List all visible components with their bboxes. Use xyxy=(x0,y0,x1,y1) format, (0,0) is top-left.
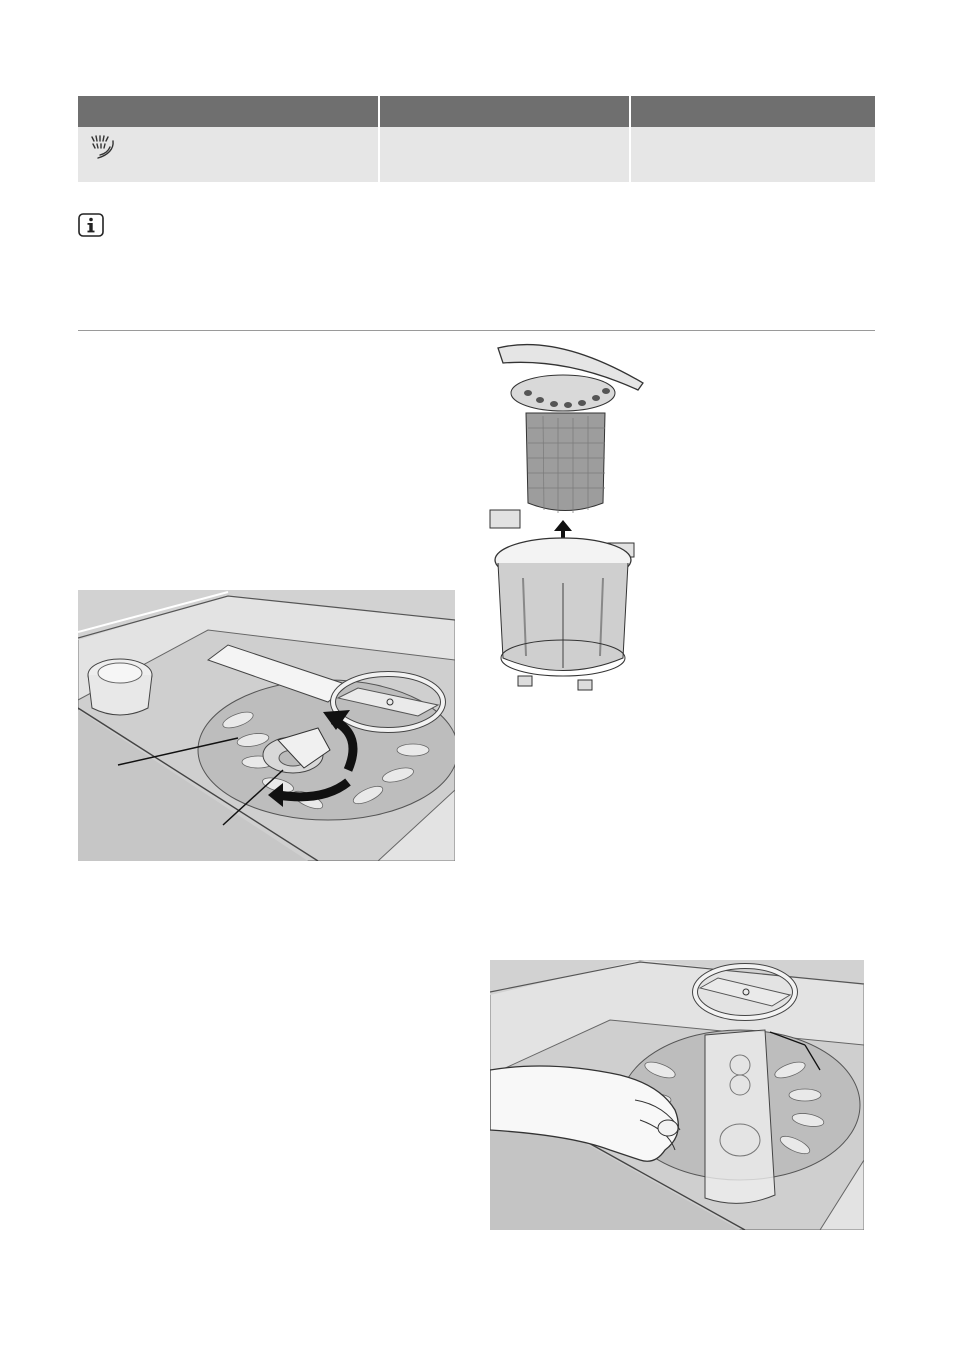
table-cell-3 xyxy=(631,127,875,182)
table-row xyxy=(78,127,875,182)
settings-table xyxy=(78,96,875,182)
filter-rotate-removal-illustration xyxy=(78,590,455,861)
filter-reinsertion-hand-illustration xyxy=(490,960,864,1230)
table-cell-2 xyxy=(380,127,629,182)
table-header-cell-1 xyxy=(78,96,378,127)
table-header-cell-3 xyxy=(631,96,875,127)
info-icon xyxy=(78,213,104,237)
table-header-row xyxy=(78,96,875,127)
section-divider xyxy=(78,330,875,331)
rinse-aid-shower-icon xyxy=(86,133,120,163)
filter-assembly-exploded-illustration xyxy=(468,338,668,700)
table-cell-1 xyxy=(78,127,378,182)
table-header-cell-2 xyxy=(380,96,629,127)
